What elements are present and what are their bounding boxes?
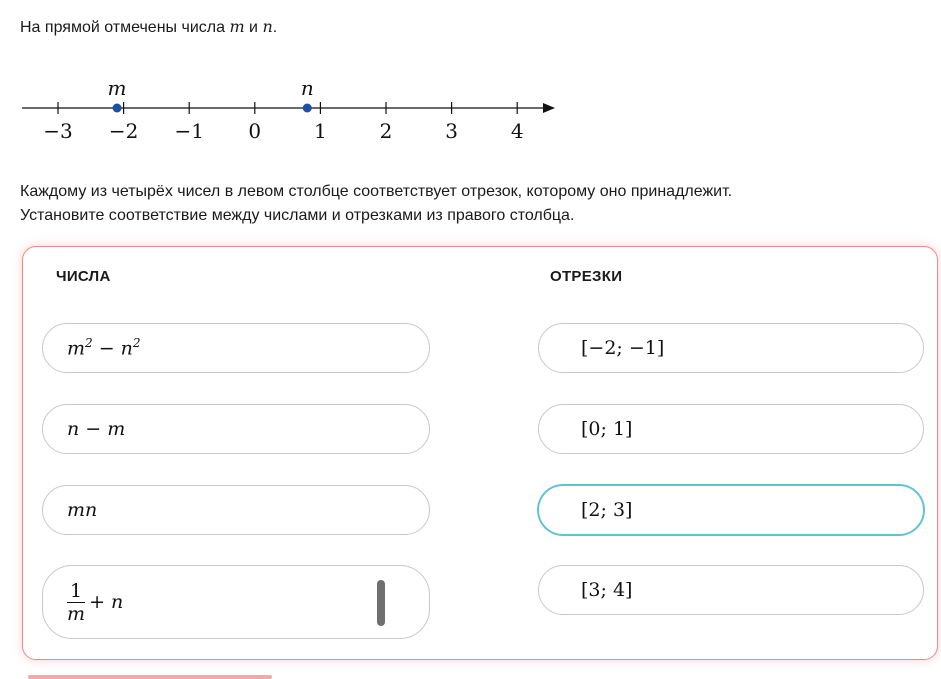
drag-handle[interactable] xyxy=(377,580,385,626)
tick-label: 3 xyxy=(445,119,458,143)
tick-label: 2 xyxy=(379,119,393,143)
tick-label: 0 xyxy=(248,119,262,143)
tick-label: 1 xyxy=(314,119,327,143)
number-item-3-expr: mn xyxy=(67,499,98,521)
number-line-arrow xyxy=(543,103,555,113)
number-item-2-expr: n − m xyxy=(67,418,126,440)
segment-item-3[interactable] xyxy=(538,485,924,535)
number-item-1-expr: $m^2 - n^2$ xyxy=(67,336,141,360)
segment-item-2[interactable] xyxy=(538,404,924,454)
tick-label: −2 xyxy=(108,119,139,143)
var-n: n xyxy=(262,17,273,36)
task-line-2: Установите соответствие между числами и отрезками из правого столбца. xyxy=(20,207,575,224)
segment-item-2-label: [0; 1] xyxy=(581,418,633,440)
number-item-3[interactable] xyxy=(42,485,430,535)
intro-text xyxy=(20,17,277,37)
point-m xyxy=(113,104,122,113)
segment-item-1[interactable] xyxy=(538,323,924,373)
tick-label: 4 xyxy=(510,119,524,143)
tick-label: −1 xyxy=(174,119,204,143)
segment-item-3-label: [2; 3] xyxy=(581,499,633,521)
fraction-one-over-m: $\frac{1}{m}$ xyxy=(67,579,86,625)
point-n xyxy=(303,104,312,113)
var-m: m xyxy=(229,17,245,36)
point-label-n: n xyxy=(300,80,314,100)
bottom-indicator xyxy=(28,675,272,679)
segments-column-header: ОТРЕЗКИ xyxy=(550,268,623,285)
segment-item-1-label: [−2; −1] xyxy=(581,337,665,359)
number-item-1[interactable] xyxy=(42,323,430,373)
point-label-m: m xyxy=(107,80,127,100)
segment-item-4-label: [3; 4] xyxy=(581,579,633,601)
task-line-1: Каждому из четырёх чисел в левом столбце соответствует отрезок, которому оно принадлежит. xyxy=(20,183,733,200)
task-text xyxy=(20,180,920,228)
number-item-2[interactable] xyxy=(42,404,430,454)
tick-label: −3 xyxy=(43,119,73,143)
number-item-4-rest: + n xyxy=(89,591,124,613)
number-item-4[interactable] xyxy=(42,565,430,639)
intro-dot: . xyxy=(272,19,278,36)
segment-item-4[interactable] xyxy=(538,565,924,615)
intro-label: На прямой отмечены числа xyxy=(20,19,230,36)
intro-and: и xyxy=(244,19,263,36)
numbers-column-header: ЧИСЛА xyxy=(56,268,111,285)
number-line xyxy=(18,80,563,144)
